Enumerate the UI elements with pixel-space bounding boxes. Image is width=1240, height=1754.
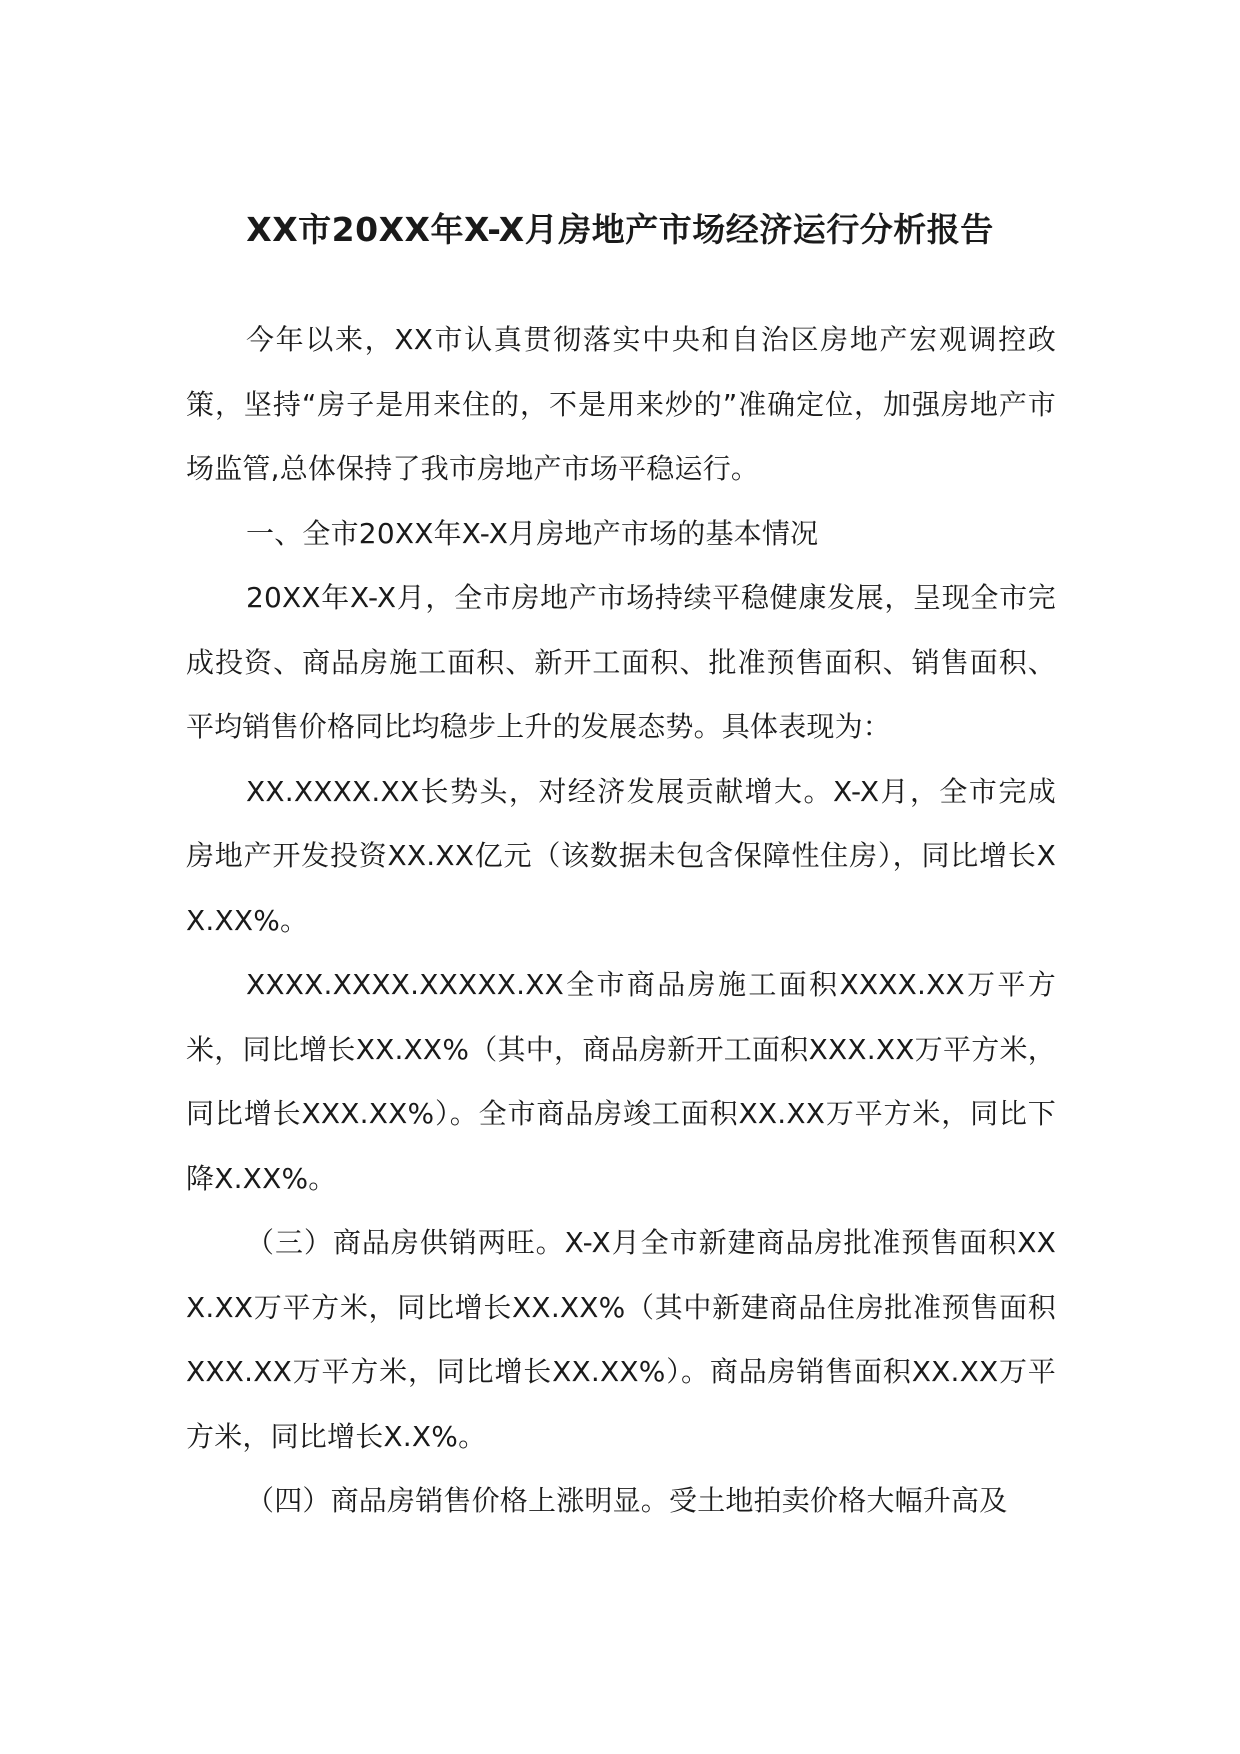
paragraph-construction-area: XXXX.XXXX.XXXXX.XX全市商品房施工面积XXXX.XX万平方米，同比增长XX.XX%（其中，商品房新开工面积XXX.XX万平方米，同比增长XXX.XX%）。全市商品房竣工面积XX.XX万平方米，同比下降X.XX%。	[186, 968, 1056, 1195]
section-heading-basic-situation: 一、全市20XX年X-X月房地产市场的基本情况	[246, 516, 819, 550]
paragraph-overview: 20XX年X-X月，全市房地产市场持续平稳健康发展，呈现全市完成投资、商品房施工面积、新开工面积、批准预售面积、销售面积、平均销售价格同比均稳步上升的发展态势。具体表现为：	[186, 581, 1056, 743]
paragraph-sales-price: （四）商品房销售价格上涨明显。受土地拍卖价格大幅升高及	[246, 1484, 1008, 1517]
paragraph-investment: XX.XXXX.XX长势头，对经济发展贡献增大。X-X月，全市完成房地产开发投资XX.XX亿元（该数据未包含保障性住房），同比增长XX.XX%。	[186, 774, 1056, 937]
document-title: XX市20XX年X-X月房地产市场经济运行分析报告	[246, 210, 994, 249]
document-body	[186, 308, 1056, 1534]
paragraph-intro: 今年以来，XX市认真贯彻落实中央和自治区房地产宏观调控政策，坚持“房子是用来住的，不是用来炒的”准确定位，加强房地产市场监管,总体保持了我市房地产市场平稳运行。	[186, 323, 1056, 485]
paragraph-supply-sales: （三）商品房供销两旺。X-X月全市新建商品房批准预售面积XXX.XX万平方米，同比增长XX.XX%（其中新建商品住房批准预售面积XXX.XX万平方米，同比增长XX.XX%）。商品房销售面积XX.XX万平方米，同比增长X.X%。	[186, 1226, 1056, 1453]
